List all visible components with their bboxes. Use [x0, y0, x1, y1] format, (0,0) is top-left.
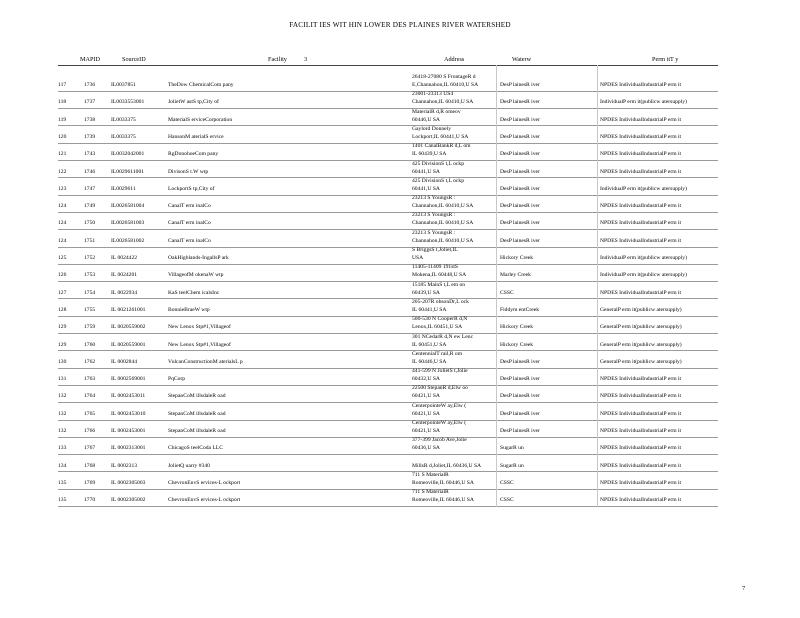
address-line2: 60441,U SA: [412, 185, 440, 192]
permit-type: GeneralP erm it(publicw atersupply): [600, 306, 682, 313]
address-line1: CenterpointeW ay,Elw (: [412, 402, 467, 409]
address-line2: Lenox,IL 60451,U SA: [412, 324, 463, 331]
source-id: IL 0022934: [111, 289, 138, 296]
waterway: SugarR un: [500, 462, 524, 469]
address-line2: 60421,U SA: [412, 428, 440, 434]
row-divider: [58, 91, 718, 92]
header-sourceid: SourceID: [122, 56, 146, 63]
permit-type: IndividualP erm it(publicw atersupply): [600, 272, 687, 279]
address-line2: IL 60441,U SA: [412, 306, 447, 313]
map-id: 1751: [84, 237, 96, 244]
waterway: DesP lainesR iver: [500, 116, 540, 123]
facility-name: CanalT erm inalCo: [168, 237, 211, 244]
address-line1: 15185 MainS t,L em on: [412, 281, 466, 288]
facility-name: New Lenox Stp#1,Villageof: [168, 341, 231, 348]
address-line2: Channahon,IL 60410,U SA: [412, 99, 474, 106]
address-line1: 711 S MaterialR: [412, 471, 449, 478]
row-divider: [58, 108, 718, 109]
facility-name: ChevronEnvS ervices-L ockport: [168, 479, 241, 486]
source-id: IL 0002844: [111, 358, 138, 365]
source-id: IL 0024201: [111, 272, 138, 279]
address-line1: CenterpointeW ay,Elw (: [412, 420, 467, 426]
source-id: IL 0002569001: [111, 376, 146, 383]
row-divider: [58, 125, 718, 126]
source-id: IL0026581002: [111, 237, 145, 244]
waterway: CSSC: [500, 497, 514, 504]
waterway: Hickory Creek: [500, 324, 534, 331]
address-line2: 60439,U SA: [412, 289, 440, 296]
source-id: IL 0002305002: [111, 497, 146, 504]
address-line1: 500-530 N CooperR d,N: [412, 316, 468, 323]
map-id: 1750: [84, 220, 96, 227]
row-number: 122: [58, 168, 67, 175]
permit-type: NPDES IndividualIndustrialP erm it: [600, 220, 682, 227]
facility-name: PqCorp: [168, 376, 186, 383]
map-id: 1769: [84, 479, 96, 486]
map-id: 1760: [84, 341, 96, 348]
permit-type: NPDES IndividualIndustrialP erm it: [600, 82, 682, 88]
row-divider: [58, 229, 718, 230]
map-id: 1749: [84, 203, 96, 210]
address-line2: 60446,U SA: [412, 116, 440, 123]
source-id: IL 0020559001: [111, 341, 146, 348]
row-number: 132: [58, 410, 67, 417]
address-line2: Channahon,IL 60410,U SA: [412, 237, 474, 244]
waterway: DesP lainesR iver: [500, 410, 540, 417]
row-divider: [58, 177, 718, 178]
address-line1: 26418-27080 S FrontageR d: [412, 74, 476, 80]
source-id: IL0033553001: [111, 99, 145, 106]
facility-name: VillageofM okenaW wtp: [168, 272, 224, 279]
waterway: CSSC: [500, 479, 514, 486]
permit-type: NPDES IndividualIndustrialP erm it: [600, 133, 682, 140]
row-number: 126: [58, 272, 67, 279]
facility-name: TheDow ChemicalCom pany: [168, 82, 234, 88]
row-divider: [58, 402, 718, 403]
row-divider: [58, 264, 718, 265]
row-number: 129: [58, 341, 67, 348]
address-line2: USA: [412, 255, 424, 261]
row-number: 124: [58, 237, 67, 244]
row-divider: [58, 281, 718, 282]
source-id: IL 0002453010: [111, 410, 146, 417]
header-waterway: Waterw: [512, 56, 532, 63]
row-number: 134: [58, 462, 67, 469]
map-id: 1743: [84, 151, 96, 158]
address-line2: 60441,U SA: [412, 168, 440, 175]
row-divider: [58, 195, 718, 196]
address-line1: 441-599 N JolietS t,Jolie: [412, 368, 468, 375]
row-divider: [58, 489, 718, 490]
address-line2: MillsR d,Joliet,IL 60436,U SA: [412, 462, 482, 469]
map-id: 1763: [84, 376, 96, 383]
source-id: IL0029611: [111, 185, 136, 192]
address-line1: 711 S MaterialR: [412, 489, 449, 496]
row-divider: [58, 333, 718, 334]
facility-name: StepanCoM illsdaleR oad: [168, 393, 226, 400]
map-id: 1747: [84, 185, 96, 192]
waterway: DesP lainesR iver: [500, 428, 540, 434]
address-line2: Lockport,IL 60441,U SA: [412, 133, 469, 140]
source-id: IL0032042001: [111, 151, 145, 158]
permit-type: NPDES IndividualIndustrialP erm it: [600, 479, 682, 486]
facility-name: KaS teelChem icalsInc: [168, 289, 220, 296]
permit-type: NPDES IndividualIndustrialP erm it: [600, 289, 682, 296]
permit-type: NPDES IndividualIndustrialP erm it: [600, 462, 682, 469]
row-divider: [58, 420, 718, 421]
row-number: 125: [58, 255, 67, 261]
facility-name: JolietQ uarry #340: [168, 462, 210, 469]
row-number: 121: [58, 151, 67, 158]
address-line1: S BriggsS t,Joliet,IL: [412, 247, 458, 253]
facility-name: CanalT erm inalCo: [168, 203, 211, 210]
row-divider: [58, 247, 718, 248]
waterway: DesP lainesR iver: [500, 393, 540, 400]
row-number: 124: [58, 203, 67, 210]
waterway: DesP lainesR iver: [500, 220, 540, 227]
source-id: IL0029611001: [111, 168, 145, 175]
map-id: 1762: [84, 358, 96, 365]
row-divider: [58, 454, 718, 455]
address-line1: 23001-23313 US4: [412, 91, 454, 98]
map-id: 1739: [84, 133, 96, 140]
permit-type: NPDES IndividualIndustrialP erm it: [600, 116, 682, 123]
permit-type: NPDES IndividualIndustrialP erm it: [600, 445, 682, 452]
row-number: 117: [58, 82, 67, 88]
row-number: 119: [58, 116, 67, 123]
address-line1: 425 DivisionS t,L ockp: [412, 177, 465, 184]
map-id: 1768: [84, 462, 96, 469]
source-id: IL 0021261001: [111, 306, 146, 313]
facility-name: StepanCoM illsdaleR oad: [168, 428, 226, 434]
permit-type: NPDES IndividualIndustrialP erm it: [600, 168, 682, 175]
row-number: 124: [58, 220, 67, 227]
permit-type: NPDES IndividualIndustrialP erm it: [600, 410, 682, 417]
facility-name: StepanCoM illsdaleR oad: [168, 410, 226, 417]
facility-name: BonnieBraeW wtp: [168, 306, 210, 313]
address-line1: MaterialR d,R omeov: [412, 108, 461, 115]
row-number: 133: [58, 445, 67, 452]
permit-type: IndividualP erm it(publicw atersupply): [600, 99, 687, 106]
row-number: 135: [58, 479, 67, 486]
facility-name: MaterialS erviceCorporation: [168, 116, 233, 123]
map-id: 1770: [84, 497, 96, 504]
row-divider: [58, 385, 718, 386]
map-id: 1767: [84, 445, 96, 452]
map-id: 1754: [84, 289, 96, 296]
source-id: IL 0002313001: [111, 445, 146, 452]
source-id: IL 0002453001: [111, 428, 146, 434]
map-id: 1766: [84, 428, 96, 434]
address-line2: Channahon,IL 60410,U SA: [412, 220, 474, 227]
address-line2: Mokena,IL 60448,U SA: [412, 272, 467, 279]
permit-type: IndividualP erm it(publicw atersupply): [600, 255, 687, 261]
address-line2: 60421,U SA: [412, 410, 440, 417]
facility-name: CanalT erm inalCo: [168, 220, 211, 227]
row-divider: [58, 298, 718, 299]
facility-name: ChicagoS teelCoda LLC: [168, 445, 223, 452]
facility-name: RgDonohoeCom pany: [168, 151, 219, 158]
header-facility-count: 3: [304, 56, 308, 63]
waterway: DesP lainesR iver: [500, 203, 540, 210]
row-number: 131: [58, 376, 67, 383]
row-number: 118: [58, 99, 67, 106]
row-number: 120: [58, 133, 67, 140]
source-id: IL0026581004: [111, 203, 145, 210]
permit-type: NPDES IndividualIndustrialP erm it: [600, 237, 682, 244]
page-title: FACILIT IES WIT HIN LOWER DES PLAINES RIVER WATERSHED: [289, 21, 511, 29]
address-line2: 60432,U SA: [412, 376, 440, 383]
waterway: DesP lainesR iver: [500, 99, 540, 106]
map-id: 1755: [84, 306, 96, 313]
address-line2: Romeoville,IL 60446,U SA: [412, 479, 474, 486]
permit-type: NPDES IndividualIndustrialP erm it: [600, 428, 682, 434]
facility-name: DivisonS t.W wtp: [168, 168, 209, 175]
waterway: CSSC: [500, 289, 514, 296]
address-line2: Channahon,IL 60410,U SA: [412, 203, 474, 210]
facility-name: HansonM aterialS ervice: [168, 133, 224, 140]
row-number: 129: [58, 324, 67, 331]
header-mapid: MAPID: [80, 56, 100, 63]
row-divider: [58, 143, 718, 144]
row-number: 132: [58, 428, 67, 434]
header-permit-type: Perm itT y: [652, 56, 679, 63]
map-id: 1738: [84, 116, 96, 123]
column-divider: [597, 65, 598, 507]
waterway: SugarR un: [500, 445, 524, 452]
source-id: IL 0002305003: [111, 479, 146, 486]
permit-type: NPDES IndividualIndustrialP erm it: [600, 376, 682, 383]
address-line1: 23213 S YoungsR :: [412, 229, 456, 236]
header-facility: Facility: [268, 56, 287, 63]
facility-name: LockportS tp,City of: [168, 185, 215, 192]
map-id: 1765: [84, 410, 96, 417]
waterway: Fiddym entCreek: [500, 306, 539, 313]
address-line2: Romeoville,IL 60446,U SA: [412, 497, 474, 504]
facility-name: New Lenox Stp#1,Villageof: [168, 324, 231, 331]
address-line1: 377-399 Jacob Ave,Jolie: [412, 437, 467, 444]
address-line1: 1401 CanalBankR d,L om: [412, 143, 471, 150]
waterway: DesP lainesR iver: [500, 82, 540, 88]
facility-name: VulcanConstructionM aterialsL p: [168, 358, 243, 365]
address-line1: 425 DivisionS t,L ockp: [412, 160, 465, 167]
map-id: 1746: [84, 168, 96, 175]
row-divider: [58, 368, 718, 369]
address-line1: 205-207R obsonDr,L ock: [412, 298, 469, 305]
waterway: DesP lainesR iver: [500, 237, 540, 244]
facility-name: JolietW astS tp,City of: [168, 99, 219, 106]
map-id: 1752: [84, 255, 96, 261]
map-id: 1764: [84, 393, 96, 400]
address-line2: IL 60451,U SA: [412, 341, 447, 348]
row-number: 130: [58, 358, 67, 365]
map-id: 1753: [84, 272, 96, 279]
map-id: 1737: [84, 99, 96, 106]
source-id: IL 0002313: [111, 462, 138, 469]
address-line2: IL 60446,U SA: [412, 358, 447, 365]
source-id: IL 0020559002: [111, 324, 146, 331]
column-divider: [496, 65, 497, 507]
permit-type: NPDES IndividualIndustrialP erm it: [600, 497, 682, 504]
map-id: 1759: [84, 324, 96, 331]
address-line1: Gaylord Donnely: [412, 125, 451, 132]
waterway: DesP lainesR iver: [500, 133, 540, 140]
waterway: DesP lainesR iver: [500, 168, 540, 175]
row-divider: [58, 506, 718, 507]
address-line1: 23213 S YoungsR :: [412, 195, 456, 202]
permit-type: NPDES IndividualIndustrialP erm it: [600, 393, 682, 400]
row-divider: [58, 212, 718, 213]
row-divider: [58, 160, 718, 161]
waterway: DesP lainesR iver: [500, 376, 540, 383]
address-line1: 23213 S YoungsR :: [412, 212, 456, 219]
facility-name: ChevronEnvS ervices-L ockport: [168, 497, 241, 504]
address-line1: CentennialT rail,R om: [412, 350, 463, 357]
row-divider: [58, 437, 718, 438]
facility-name: OakHighlands-IngallsP ark: [168, 255, 229, 261]
address-line1: 22500 StepanR d,Elw oo: [412, 385, 468, 392]
row-number: 135: [58, 497, 67, 504]
waterway: Marley Creek: [500, 272, 531, 279]
waterway: Hickory Creek: [500, 341, 534, 348]
row-divider: [58, 316, 718, 317]
address-line1: 301 NCedarR d,N ew Lenc: [412, 333, 474, 340]
source-id: IL0033375: [111, 116, 136, 123]
map-id: 1736: [84, 82, 96, 88]
source-id: IL 0024422: [111, 255, 138, 261]
source-id: IL0026581003: [111, 220, 145, 227]
waterway: DesP lainesR iver: [500, 358, 540, 365]
waterway: DesP lainesR iver: [500, 185, 540, 192]
source-id: IL0033375: [111, 133, 136, 140]
row-divider: [58, 350, 718, 351]
permit-type: NPDES IndividualIndustrialP erm it: [600, 203, 682, 210]
waterway: Hickory Creek: [500, 255, 534, 261]
address-line1: 11405-11409 191stS: [412, 264, 459, 271]
permit-type: GeneralP erm it(publicw atersupply): [600, 324, 682, 331]
row-number: 123: [58, 185, 67, 192]
source-id: IL 0002453011: [111, 393, 146, 400]
permit-type: NPDES IndividualIndustrialP erm it: [600, 151, 682, 158]
source-id: IL0037851: [111, 82, 136, 88]
address-line2: E,Channahon,IL 60410,U SA: [412, 82, 479, 88]
row-number: 127: [58, 289, 67, 296]
permit-type: GeneralP erm it(publicw atersupply): [600, 358, 682, 365]
row-divider: [58, 65, 718, 66]
row-divider: [58, 471, 718, 472]
permit-type: GeneralP erm it(publicw atersupply): [600, 341, 682, 348]
row-number: 132: [58, 393, 67, 400]
address-line2: 60436,U SA: [412, 445, 440, 452]
header-address: Address: [444, 56, 465, 63]
permit-type: IndividualP erm it(publicw atersupply): [600, 185, 687, 192]
page-number: 7: [742, 585, 746, 592]
address-line2: 60421,U SA: [412, 393, 440, 400]
waterway: DesP lainesR iver: [500, 151, 540, 158]
address-line2: IL 60439,U SA: [412, 151, 447, 158]
row-number: 128: [58, 306, 67, 313]
